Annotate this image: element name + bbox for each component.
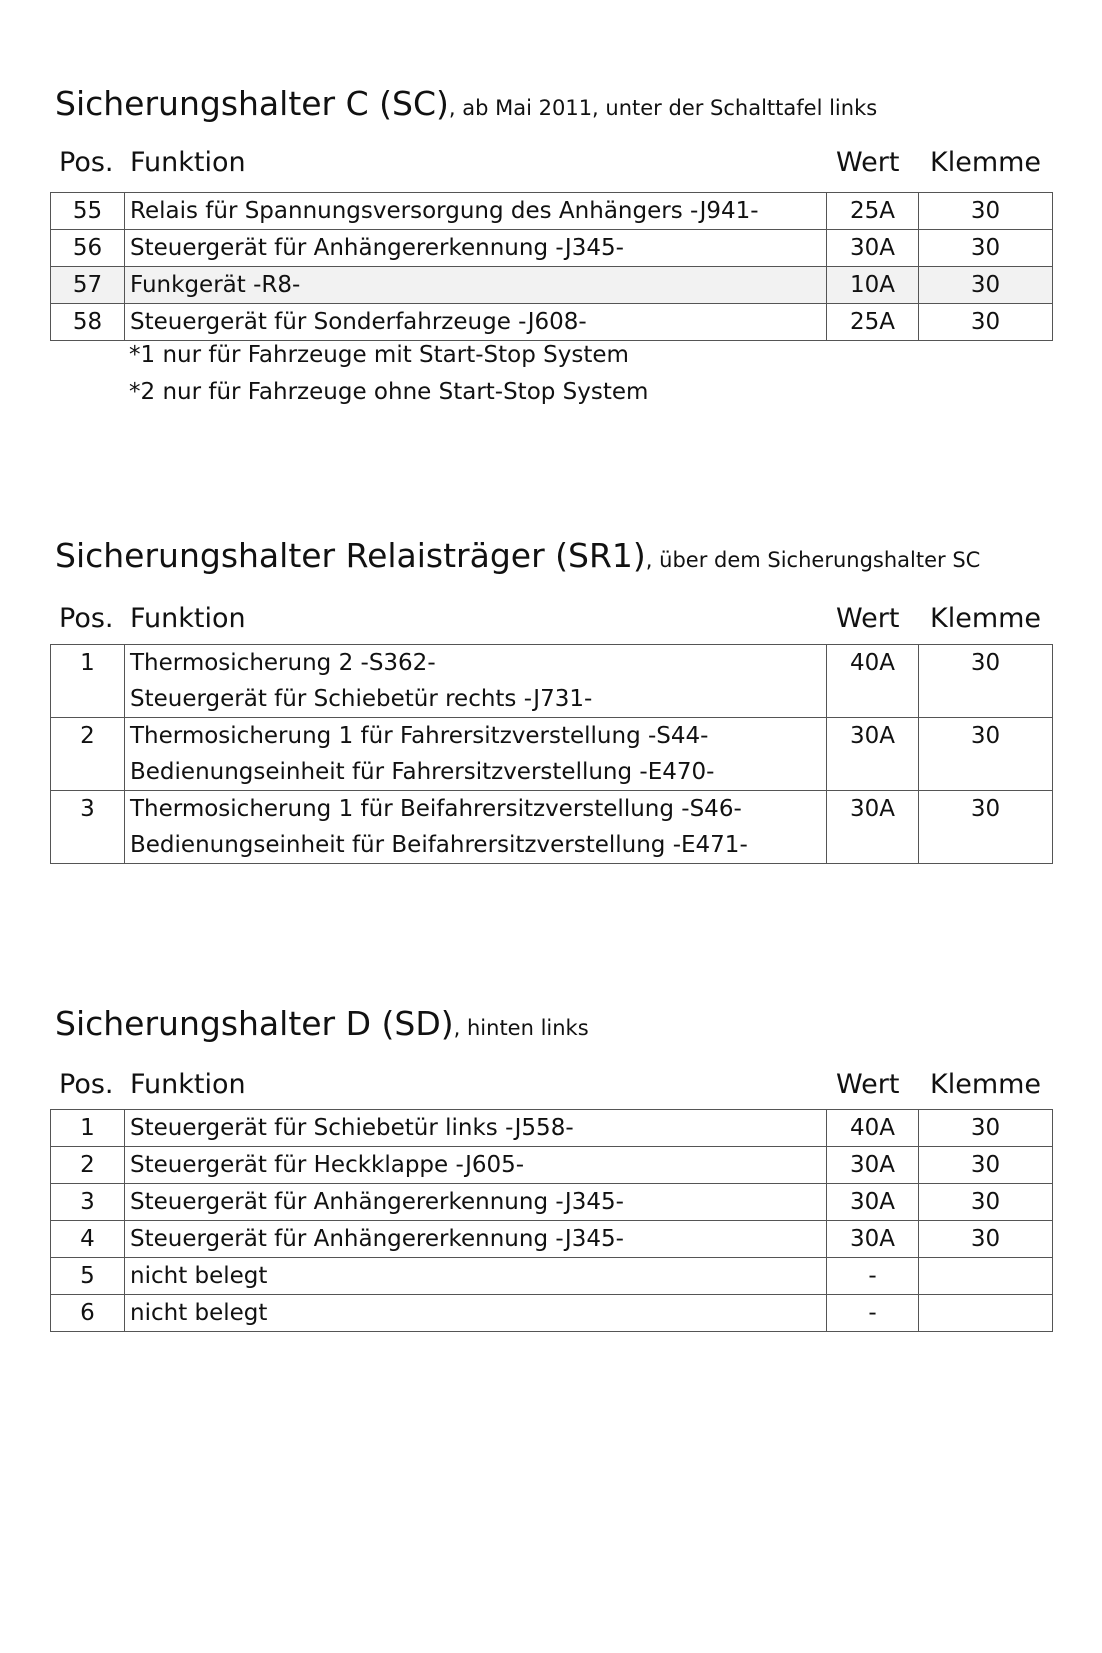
- table-row: [51, 193, 1053, 230]
- cell-function: [125, 1110, 827, 1147]
- function-line: Relais für Spannungsversorgung des Anhängers -J941-: [130, 198, 759, 224]
- cell-value: 40A: [827, 645, 919, 718]
- header-terminal: Klemme: [930, 147, 1042, 178]
- column-headers: [0, 603, 1102, 637]
- cell-value: 30A: [827, 230, 919, 267]
- cell-value: 25A: [827, 193, 919, 230]
- cell-terminal: 30: [919, 1221, 1053, 1258]
- cell-function: [125, 1147, 827, 1184]
- cell-value: -: [827, 1295, 919, 1332]
- header-pos: Pos.: [59, 147, 114, 178]
- table-row: [51, 1295, 1053, 1332]
- cell-pos: 3: [51, 1184, 125, 1221]
- table-row: [51, 230, 1053, 267]
- function-line: Bedienungseinheit für Beifahrersitzverstellung -E471-: [130, 832, 748, 858]
- cell-pos: 5: [51, 1258, 125, 1295]
- cell-value: 30A: [827, 1147, 919, 1184]
- cell-pos: 2: [51, 718, 125, 791]
- table-row: [51, 1147, 1053, 1184]
- cell-function: [125, 304, 827, 341]
- cell-function: [125, 791, 827, 864]
- function-line: Bedienungseinheit für Fahrersitzverstellung -E470-: [130, 759, 715, 785]
- cell-pos: 3: [51, 791, 125, 864]
- cell-value: 30A: [827, 1221, 919, 1258]
- cell-value: 10A: [827, 267, 919, 304]
- cell-function: [125, 1258, 827, 1295]
- header-value: Wert: [836, 1069, 900, 1100]
- cell-terminal: 30: [919, 645, 1053, 718]
- cell-pos: 2: [51, 1147, 125, 1184]
- section-title-main: Sicherungshalter C (SC): [55, 84, 449, 123]
- cell-value: 30A: [827, 791, 919, 864]
- section-title: [55, 84, 877, 123]
- cell-terminal: 30: [919, 230, 1053, 267]
- section-title-main: Sicherungshalter Relaisträger (SR1): [55, 536, 646, 575]
- table-row: [51, 1258, 1053, 1295]
- cell-terminal: 30: [919, 791, 1053, 864]
- cell-value: 30A: [827, 718, 919, 791]
- column-headers: [0, 147, 1102, 181]
- table-row: [51, 718, 1053, 791]
- cell-function: [125, 230, 827, 267]
- cell-pos: 55: [51, 193, 125, 230]
- function-line: Steuergerät für Schiebetür links -J558-: [130, 1115, 574, 1141]
- function-line: nicht belegt: [130, 1300, 268, 1326]
- header-value: Wert: [836, 603, 900, 634]
- function-line: Thermosicherung 1 für Beifahrersitzverstellung -S46-: [130, 796, 742, 822]
- cell-terminal: 30: [919, 193, 1053, 230]
- cell-function: [125, 1184, 827, 1221]
- cell-terminal: [919, 1258, 1053, 1295]
- fuse-table: [50, 644, 1053, 864]
- cell-terminal: 30: [919, 1184, 1053, 1221]
- header-pos: Pos.: [59, 603, 114, 634]
- table-row: [51, 645, 1053, 718]
- header-terminal: Klemme: [930, 603, 1042, 634]
- cell-function: [125, 267, 827, 304]
- cell-pos: 58: [51, 304, 125, 341]
- table-row: [51, 1221, 1053, 1258]
- header-terminal: Klemme: [930, 1069, 1042, 1100]
- cell-value: 40A: [827, 1110, 919, 1147]
- function-line: Steuergerät für Sonderfahrzeuge -J608-: [130, 309, 587, 335]
- cell-terminal: [919, 1295, 1053, 1332]
- footnote: *2 nur für Fahrzeuge ohne Start-Stop System: [129, 379, 649, 405]
- cell-terminal: 30: [919, 718, 1053, 791]
- header-pos: Pos.: [59, 1069, 114, 1100]
- cell-pos: 6: [51, 1295, 125, 1332]
- cell-function: [125, 645, 827, 718]
- function-line: nicht belegt: [130, 1263, 268, 1289]
- cell-pos: 1: [51, 645, 125, 718]
- section-title-sub: , hinten links: [453, 1016, 589, 1040]
- function-line: Thermosicherung 2 -S362-: [130, 650, 436, 676]
- cell-terminal: 30: [919, 304, 1053, 341]
- function-line: Thermosicherung 1 für Fahrersitzverstellung -S44-: [130, 723, 709, 749]
- cell-terminal: 30: [919, 1110, 1053, 1147]
- table-row: [51, 791, 1053, 864]
- cell-function: [125, 1221, 827, 1258]
- cell-pos: 1: [51, 1110, 125, 1147]
- footnote: *1 nur für Fahrzeuge mit Start-Stop System: [129, 342, 629, 368]
- section-title-main: Sicherungshalter D (SD): [55, 1004, 454, 1043]
- table-row-highlighted: [51, 267, 1053, 304]
- table-row: [51, 1184, 1053, 1221]
- function-line: Funkgerät -R8-: [130, 272, 301, 298]
- cell-value: -: [827, 1258, 919, 1295]
- fuse-table: [50, 192, 1053, 341]
- function-line: Steuergerät für Heckklappe -J605-: [130, 1152, 525, 1178]
- cell-pos: 57: [51, 267, 125, 304]
- function-line: Steuergerät für Anhängererkennung -J345-: [130, 1189, 624, 1215]
- cell-pos: 4: [51, 1221, 125, 1258]
- header-function: Funktion: [130, 147, 246, 178]
- column-headers: [0, 1069, 1102, 1103]
- section-title: [55, 536, 980, 575]
- fuse-table: [50, 1109, 1053, 1332]
- cell-value: 25A: [827, 304, 919, 341]
- function-line: Steuergerät für Anhängererkennung -J345-: [130, 235, 624, 261]
- function-line: Steuergerät für Anhängererkennung -J345-: [130, 1226, 624, 1252]
- cell-terminal: 30: [919, 267, 1053, 304]
- section-title-sub: , über dem Sicherungshalter SC: [645, 548, 981, 572]
- cell-terminal: 30: [919, 1147, 1053, 1184]
- section-title: [55, 1004, 589, 1043]
- section-title-sub: , ab Mai 2011, unter der Schalttafel links: [448, 96, 878, 120]
- table-row: [51, 1110, 1053, 1147]
- cell-value: 30A: [827, 1184, 919, 1221]
- cell-function: [125, 1295, 827, 1332]
- header-function: Funktion: [130, 603, 246, 634]
- function-line: Steuergerät für Schiebetür rechts -J731-: [130, 686, 593, 712]
- header-value: Wert: [836, 147, 900, 178]
- cell-pos: 56: [51, 230, 125, 267]
- cell-function: [125, 718, 827, 791]
- table-row: [51, 304, 1053, 341]
- cell-function: [125, 193, 827, 230]
- header-function: Funktion: [130, 1069, 246, 1100]
